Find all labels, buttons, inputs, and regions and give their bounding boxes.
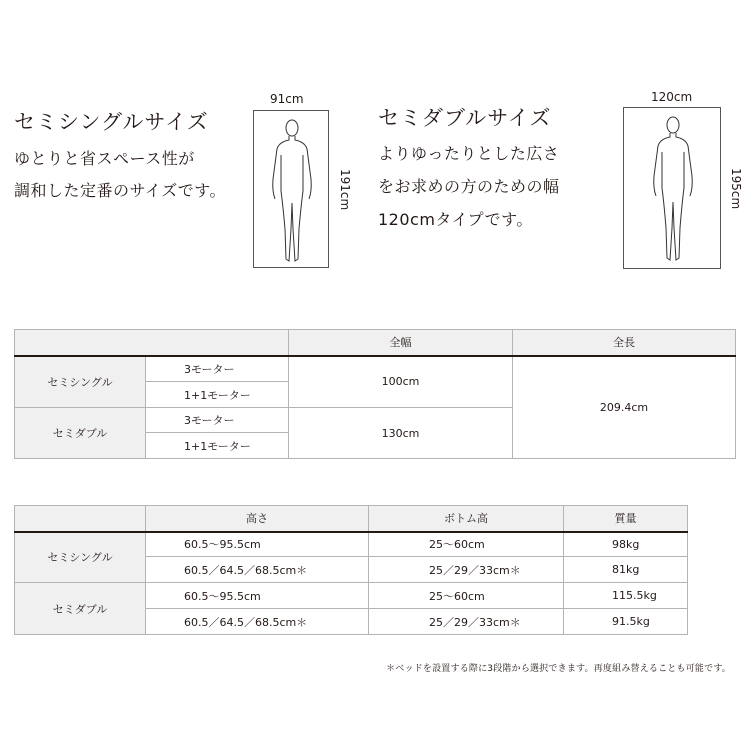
height-cell: 60.5～95.5cm	[146, 532, 369, 557]
motor-type-cell: 3モーター	[146, 408, 289, 433]
header-bottom-height: ボトム高	[369, 506, 564, 532]
person-silhouette-icon	[624, 108, 722, 270]
semi-single-title: セミシングルサイズ	[14, 110, 209, 134]
motor-type-cell: 3モーター	[146, 356, 289, 382]
height-cell: 60.5～95.5cm	[146, 583, 369, 609]
header-overall-length: 全長	[513, 330, 736, 356]
weight-cell: 115.5kg	[564, 583, 688, 609]
semi-single-length-label: 191cm	[338, 169, 352, 211]
person-silhouette-icon	[254, 111, 330, 269]
width-cell-semi-double: 130cm	[289, 408, 513, 459]
footnote: ＊ベッドを設置する際に3段階から選択できます。再度組み替えることも可能です。	[386, 664, 731, 674]
spec-table-corner	[15, 506, 146, 532]
size-table	[14, 329, 736, 459]
weight-cell: 98kg	[564, 532, 688, 557]
semi-double-desc-line-3: 120cmタイプです。	[378, 210, 533, 229]
row-head-semi-single: セミシングル	[15, 532, 146, 583]
bottom-height-cell: 25／29／33cm＊	[369, 557, 564, 583]
semi-single-bed-outline	[253, 110, 329, 268]
semi-double-desc-line-1: よりゆったりとした広さ	[378, 144, 560, 163]
header-weight: 質量	[564, 506, 688, 532]
semi-double-length-label: 195cm	[729, 168, 743, 210]
semi-single-width-label: 91cm	[270, 92, 304, 106]
bottom-height-cell: 25／29／33cm＊	[369, 609, 564, 635]
semi-double-title: セミダブルサイズ	[378, 106, 552, 130]
semi-single-desc-line-2: 調和した定番のサイズです。	[14, 181, 226, 200]
height-cell: 60.5／64.5／68.5cm＊	[146, 557, 369, 583]
semi-double-desc-line-2: をお求めの方のための幅	[378, 177, 560, 196]
bottom-height-cell: 25～60cm	[369, 532, 564, 557]
bottom-height-cell: 25～60cm	[369, 583, 564, 609]
semi-single-desc-line-1: ゆとりと省スペース性が	[14, 149, 195, 168]
row-head-semi-double: セミダブル	[15, 583, 146, 635]
header-height: 高さ	[146, 506, 369, 532]
motor-type-cell: 1+1モーター	[146, 382, 289, 408]
header-overall-width: 全幅	[289, 330, 513, 356]
spec-table	[14, 505, 688, 635]
length-cell: 209.4cm	[513, 356, 736, 459]
row-head-semi-double: セミダブル	[15, 408, 146, 459]
semi-double-width-label: 120cm	[651, 90, 693, 104]
size-table-corner	[15, 330, 289, 356]
motor-type-cell: 1+1モーター	[146, 433, 289, 459]
width-cell-semi-single: 100cm	[289, 356, 513, 408]
row-head-semi-single: セミシングル	[15, 356, 146, 408]
height-cell: 60.5／64.5／68.5cm＊	[146, 609, 369, 635]
semi-double-bed-outline	[623, 107, 721, 269]
weight-cell: 91.5kg	[564, 609, 688, 635]
weight-cell: 81kg	[564, 557, 688, 583]
